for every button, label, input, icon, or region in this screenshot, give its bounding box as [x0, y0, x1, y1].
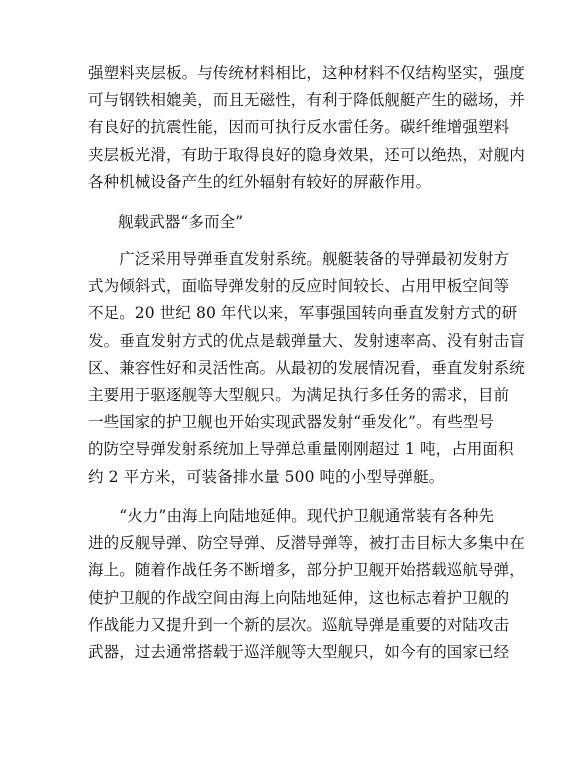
text-line: 海上。随着作战任务不断增多，部分护卫舰开始搭载巡航导弹，	[88, 561, 525, 580]
text-line: 主要用于驱逐舰等大型舰只。为满足执行多任务的需求，目前	[88, 385, 510, 404]
text-line: 的防空导弹发射系统加上导弹总重量刚刚超过 1 吨，占用面积	[88, 440, 514, 459]
text-line: 一些国家的护卫舰也开始实现武器发射“垂发化”。有些型号	[88, 413, 495, 432]
text-line: 广泛采用导弹垂直发射系统。舰艇装备的导弹最初发射方	[88, 250, 510, 268]
text-line: 可与钢铁相媲美，而且无磁性，有利于降低舰艇产生的磁场，并	[88, 91, 525, 110]
text-line: 夹层板光滑，有助于取得良好的隐身效果，还可以绝热，对舰内	[88, 145, 525, 164]
text-line: 各种机械设备产生的红外辐射有较好的屏蔽作用。	[88, 172, 432, 191]
section-heading-block	[88, 209, 508, 236]
text-line: 强塑料夹层板。与传统材料相比，这种材料不仅结构坚实，强度	[88, 64, 525, 82]
text-line: 有良好的抗震性能，因而可执行反水雷任务。碳纤维增强塑料	[88, 118, 510, 137]
text-line: 约 2 平方米，可装备排水量 500 吨的小型导弹艇。	[88, 467, 445, 486]
section-heading: 舰载武器“多而全”	[118, 213, 244, 231]
paragraph-materials	[88, 60, 525, 196]
text-line: 不足。20 世纪 80 年代以来，军事强国转向垂直发射方式的研	[88, 304, 518, 323]
text-line: 区、兼容性好和灵活性高。从最初的发展情况看，垂直发射系统	[88, 358, 525, 377]
paragraph-firepower	[88, 503, 525, 666]
text-line: “火力”由海上向陆地延伸。现代护卫舰通常装有各种先	[88, 507, 495, 525]
paragraph-vertical-launch	[88, 246, 525, 491]
text-line: 使护卫舰的作战空间由海上向陆地延伸，这也标志着护卫舰的	[88, 588, 510, 607]
text-line: 进的反舰导弹、防空导弹、反潜导弹等，被打击目标大多集中在	[88, 534, 525, 553]
text-line: 武器，过去通常搭载于巡洋舰等大型舰只，如今有的国家已经	[88, 642, 510, 661]
text-line: 发。垂直发射方式的优点是载弹量大、发射速率高、没有射击盲	[88, 331, 525, 350]
text-line: 式为倾斜式，面临导弹发射的反应时间较长、占用甲板空间等	[88, 277, 510, 296]
text-line: 作战能力又提升到一个新的层次。巡航导弹是重要的对陆攻击	[88, 615, 510, 634]
